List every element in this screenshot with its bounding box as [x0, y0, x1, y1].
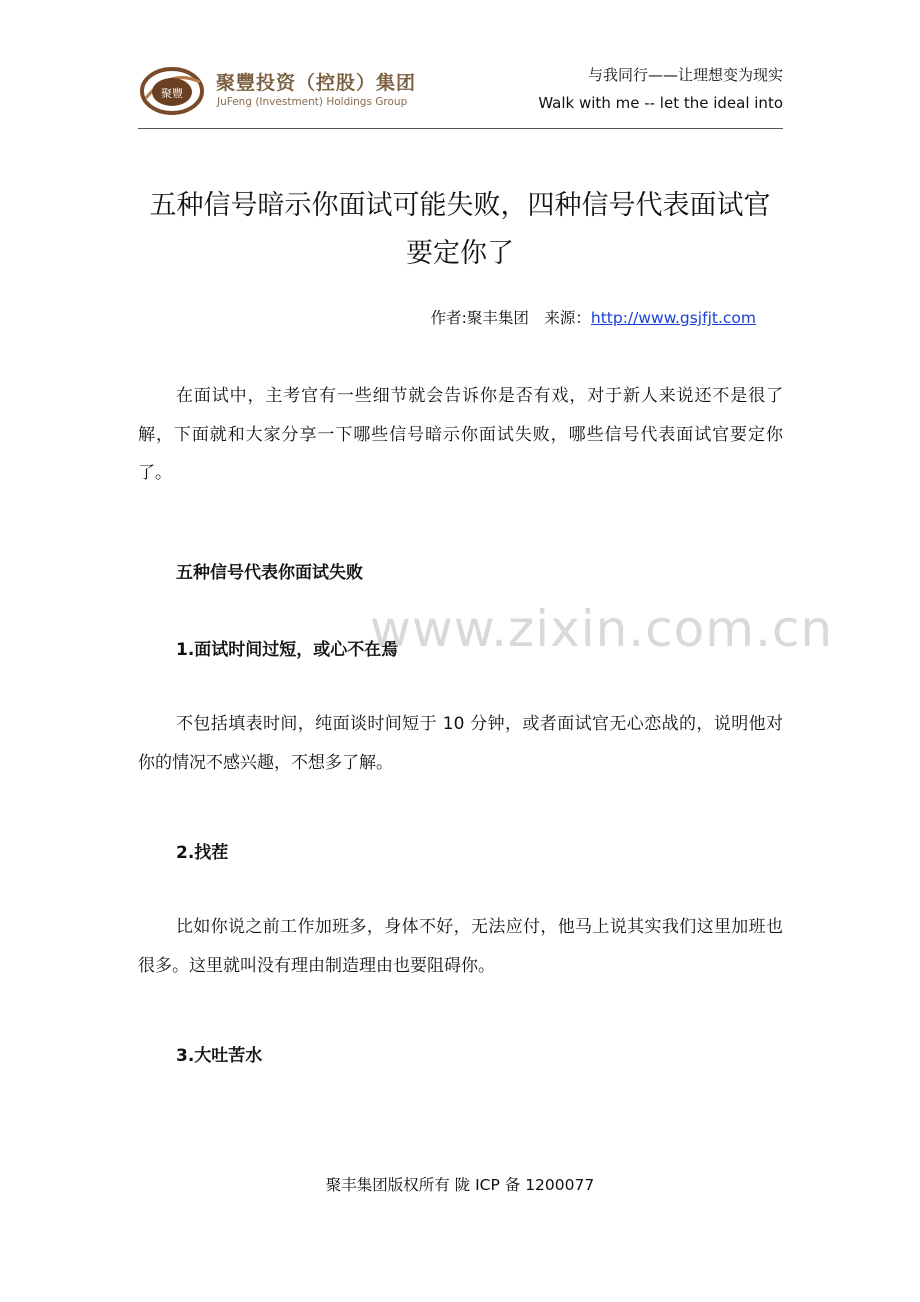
title-line-1: 五种信号暗示你面试可能失败，四种信号代表面试官 [149, 190, 771, 221]
title-line-2: 要定你了 [406, 238, 514, 269]
item-2-heading: 2.找茬 [176, 843, 229, 863]
header-divider [138, 128, 783, 129]
byline [431, 306, 756, 328]
company-logo [138, 62, 438, 118]
item-3-heading: 3.大吐苦水 [176, 1046, 263, 1066]
source-link[interactable]: http://www.gsjfjt.com [590, 309, 756, 327]
byline-author: 作者:聚丰集团 来源： [430, 309, 591, 327]
section-heading: 五种信号代表你面试失败 [176, 563, 363, 583]
slogan-english: Walk with me -- let the ideal into [538, 94, 783, 112]
logo-mark-icon [140, 64, 204, 116]
intro-paragraph: 在面试中，主考官有一些细节就会告诉你是否有戏，对于新人来说还不是很了解，下面就和大家分享一下哪些信号暗示你面试失败，哪些信号代表面试官要定你了。 [138, 386, 783, 483]
item-1-paragraph: 不包括填表时间，纯面谈时间短于 10 分钟，或者面试官无心恋战的，说明他对你的情况不感兴趣，不想多了解。 [138, 714, 783, 773]
article-title [130, 182, 790, 278]
company-name-cn: 聚豐投资（控股）集团 [216, 72, 417, 94]
footer-copyright: 聚丰集团版权所有 陇 ICP 备 1200077 [325, 1176, 595, 1194]
page-header [138, 58, 783, 128]
watermark: www.zixin.com.cn [370, 600, 834, 658]
item-1-heading: 1.面试时间过短，或心不在焉 [176, 640, 399, 660]
item-2-paragraph: 比如你说之前工作加班多，身体不好，无法应付，他马上说其实我们这里加班也很多。这里就叫没有理由制造理由也要阻碍你。 [138, 917, 783, 976]
company-name-en: JuFeng (Investment) Holdings Group [217, 96, 408, 108]
slogan-chinese: 与我同行——让理想变为现实 [587, 66, 783, 84]
logo-mark-text: 聚豐 [161, 87, 183, 100]
